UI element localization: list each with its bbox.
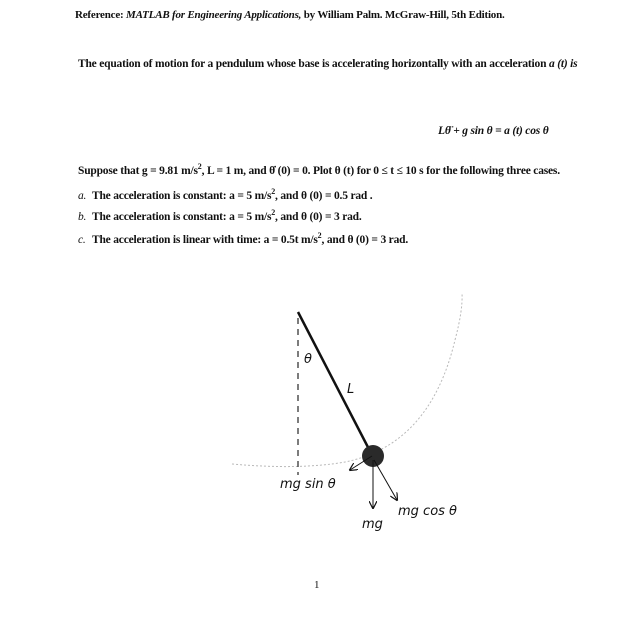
case-text: The acceleration is constant: a = 5 m/s — [92, 211, 272, 223]
page-number: 1 — [314, 579, 320, 591]
case-text: The acceleration is linear with time: a = 0.5t m/s — [92, 234, 318, 246]
mg-label: mg — [362, 517, 383, 532]
plot-instruction: Plot θ (t) for 0 ≤ t ≤ 10 s for the following three cases. — [313, 165, 560, 177]
case-text-after: , and θ (0) = 3 rad. — [321, 234, 408, 246]
case-label: c. — [78, 234, 86, 246]
reference-suffix: by William Palm. McGraw-Hill, 5th Edition. — [303, 9, 505, 21]
swing-arc — [232, 293, 462, 467]
intro-symbol: a (t) is — [548, 58, 578, 70]
equation-text: Lθ̈ + g sin θ = a (t) cos θ — [438, 125, 549, 137]
case-text-after: , and θ (0) = 3 rad. — [275, 211, 362, 223]
pendulum-rod — [298, 312, 372, 455]
case-text: The acceleration is constant: a = 5 m/s — [92, 190, 272, 202]
case-item: b. The acceleration is constant: a = 5 $m/s^2$, and θ (0) = 3 rad. — [78, 208, 362, 223]
reference-prefix: Reference: — [75, 9, 124, 21]
theta-dot-initial: θ̇ (0) = 0. — [269, 165, 311, 177]
mg-cos-arrow — [374, 460, 397, 500]
mg-cos-label: mg cos θ — [398, 504, 458, 519]
g-value: g = 9.81 m/s — [141, 165, 198, 177]
case-text-after: , and θ (0) = 0.5 rad . — [275, 190, 373, 202]
length-label: L — [347, 382, 355, 397]
problem-lead: Suppose that — [78, 165, 140, 177]
case-label: b. — [78, 211, 87, 223]
theta-label: θ — [304, 352, 312, 367]
mg-sin-label: mg sin θ — [280, 477, 336, 492]
l-value: , L = 1 m, and — [201, 165, 267, 177]
problem-statement: Suppose that g = 9.81 $m/s^2$, L = 1 m, and θ̇ (0) = 0. Plot θ (t) for 0 ≤ t ≤ 10 s for the following three cases. — [78, 162, 560, 177]
case-label: a. — [78, 190, 87, 202]
case-item: a. The acceleration is constant: a = 5 $m/s^2$, and θ (0) = 0.5 rad . — [78, 187, 373, 202]
intro-text: The equation of motion for a pendulum whose base is accelerating horizontally with an acceleration — [78, 58, 547, 70]
case-item: c. The acceleration is linear with time: a = 0.5t $m/s^2$, and θ (0) = 3 rad. — [78, 231, 408, 246]
reference-book-title: MATLAB for Engineering Applications, — [126, 9, 302, 21]
